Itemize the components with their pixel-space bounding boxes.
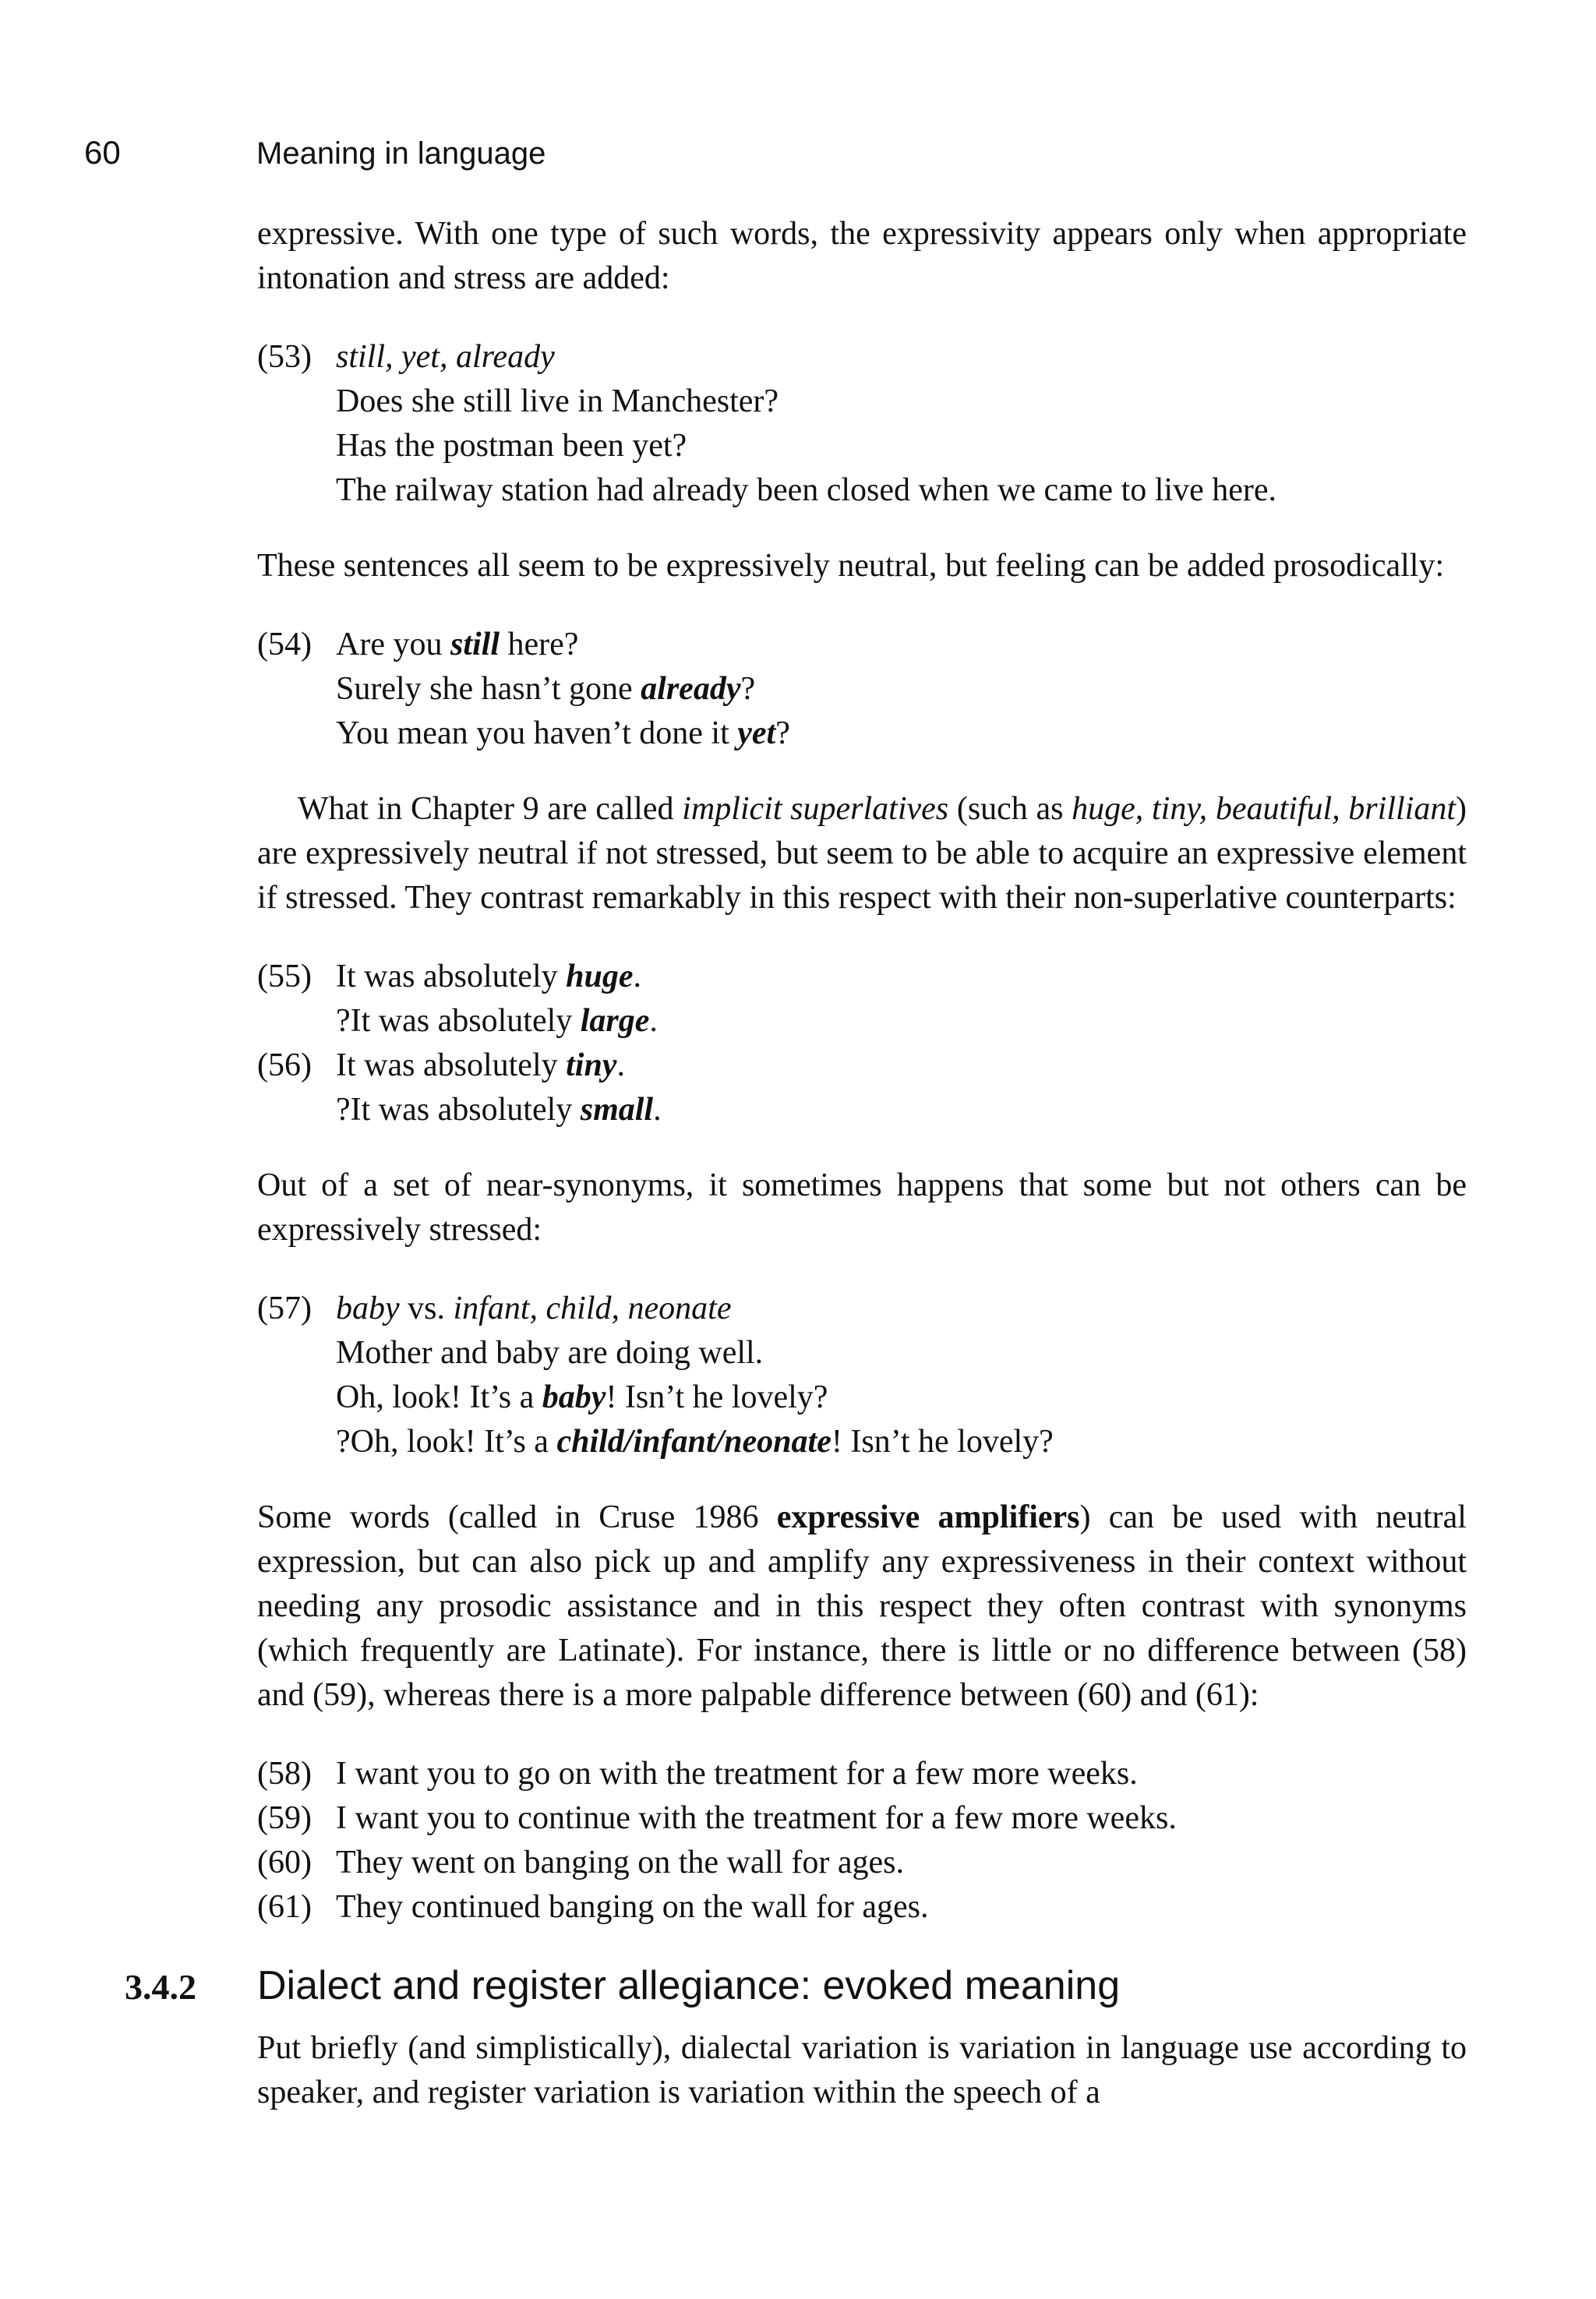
stressed-word: yet bbox=[737, 715, 776, 751]
example-54 bbox=[257, 623, 1467, 756]
example-number: (53) bbox=[257, 339, 312, 375]
section-number: 3.4.2 bbox=[125, 1967, 196, 2007]
example-line: You mean you haven’t done it yet? bbox=[336, 715, 790, 751]
paragraph-6: Put briefly (and simplistically), dialectal variation is variation in language use according to speaker, and register variation is variation within the speech of a bbox=[257, 2030, 1467, 2110]
example-line: The railway station had already been closed when we came to live here. bbox=[336, 472, 1276, 508]
example-number: (55) bbox=[257, 959, 312, 994]
example-61: (61) They continued banging on the wall for ages. bbox=[257, 1889, 929, 1925]
paragraph-2: These sentences all seem to be expressively neutral, but feeling can be added prosodically: bbox=[257, 548, 1445, 584]
page-number: 60 bbox=[84, 134, 121, 171]
section-title: Dialect and register allegiance: evoked meaning bbox=[257, 1963, 1121, 2008]
example-line: ?It was absolutely small. bbox=[336, 1092, 662, 1128]
examples-58-61 bbox=[257, 1752, 1467, 1930]
paragraph-3: What in Chapter 9 are called implicit superlatives (such as huge, tiny, beautiful, brilliant) are expressively neutral if not stressed, but seem to be able to acquire an expressive element if stressed. They contrast remarkably in this respect with their non-superlative counterparts: bbox=[257, 791, 1467, 916]
stressed-word: tiny bbox=[566, 1047, 617, 1083]
example-line: Mother and baby are doing well. bbox=[336, 1335, 764, 1371]
example-line: Surely she hasn’t gone already? bbox=[336, 671, 756, 707]
example-number: (54) bbox=[257, 627, 312, 662]
example-line: ?Oh, look! It’s a child/infant/neonate! Isn’t he lovely? bbox=[336, 1424, 1054, 1460]
section-heading bbox=[125, 1962, 1467, 2009]
example-55 bbox=[257, 955, 1467, 1044]
example-59: (59) I want you to continue with the treatment for a few more weeks. bbox=[257, 1800, 1177, 1836]
paragraph-4: Out of a set of near-synonyms, it sometimes happens that some but not others can be expressively stressed: bbox=[257, 1167, 1467, 1248]
stressed-word: already bbox=[641, 671, 741, 707]
page-body bbox=[125, 212, 1467, 2115]
example-60: (60) They went on banging on the wall for ages. bbox=[257, 1845, 904, 1881]
example-line: Oh, look! It’s a baby! Isn’t he lovely? bbox=[336, 1379, 828, 1415]
stressed-word: large bbox=[580, 1003, 650, 1039]
example-number: (56) bbox=[257, 1047, 312, 1083]
examples-55-56 bbox=[257, 955, 1467, 1132]
stressed-word: huge bbox=[566, 959, 634, 994]
example-57 bbox=[257, 1287, 1467, 1464]
running-title: Meaning in language bbox=[256, 136, 546, 171]
term: expressive amplifiers bbox=[776, 1499, 1080, 1535]
term: implicit superlatives bbox=[682, 791, 949, 827]
example-56 bbox=[257, 1044, 1467, 1132]
example-head: baby vs. infant, child, neonate bbox=[336, 1291, 732, 1326]
term: huge, tiny, beautiful, brilliant bbox=[1072, 791, 1457, 827]
example-line: It was absolutely huge. bbox=[336, 959, 641, 994]
stressed-word: baby bbox=[542, 1379, 606, 1415]
example-head: still, yet, already bbox=[336, 339, 555, 375]
paragraph-1: expressive. With one type of such words, the expressivity appears only when appropriate intonation and stress are added: bbox=[257, 216, 1467, 296]
example-line: It was absolutely tiny. bbox=[336, 1047, 625, 1083]
example-line: Does she still live in Manchester? bbox=[336, 383, 779, 419]
stressed-word: still bbox=[450, 627, 500, 662]
example-line: Are you still here? bbox=[336, 627, 579, 662]
example-58: (58) I want you to go on with the treatment for a few more weeks. bbox=[257, 1756, 1138, 1792]
example-53 bbox=[257, 335, 1467, 513]
stressed-word: child/infant/neonate bbox=[556, 1424, 832, 1460]
paragraph-5: Some words (called in Cruse 1986 expressive amplifiers) can be used with neutral expression, but can also pick up and amplify any expressiveness in their context without needing any prosodic assistance and in this respect they often contrast with synonyms (which frequently are Latinate). For instance, there is little or no difference between (58) and (59), whereas there is a more palpable difference between (60) and (61): bbox=[257, 1499, 1467, 1713]
stressed-word: small bbox=[580, 1092, 654, 1128]
example-line: ?It was absolutely large. bbox=[336, 1003, 658, 1039]
example-number: (57) bbox=[257, 1291, 312, 1326]
example-line: Has the postman been yet? bbox=[336, 428, 687, 464]
running-header bbox=[84, 134, 546, 172]
